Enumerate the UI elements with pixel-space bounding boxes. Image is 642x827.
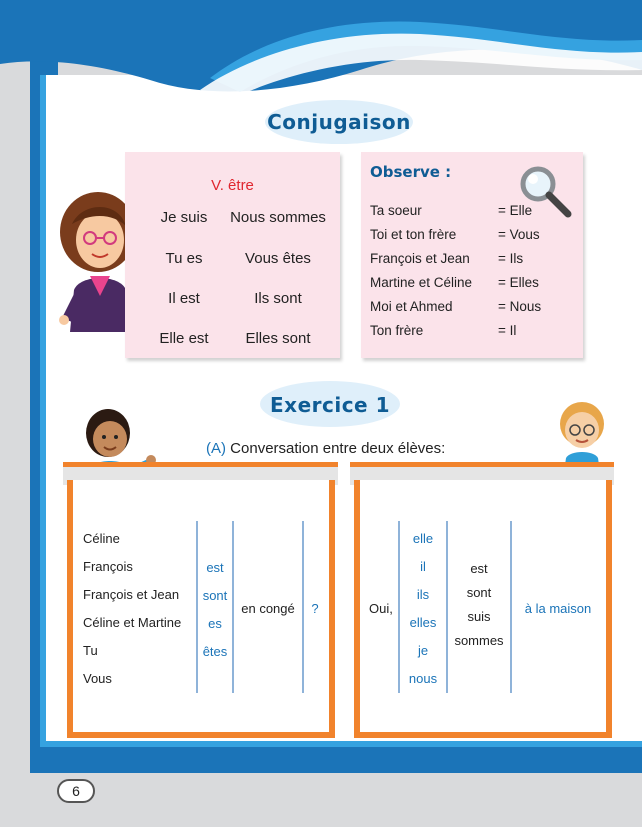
observe-pronoun-2: = Vous	[498, 227, 540, 242]
right-pronoun-6: nous	[408, 671, 438, 686]
right-pronoun-5: je	[417, 643, 429, 658]
conjugation-right-1: Nous sommes	[230, 209, 326, 226]
exercise-subtitle	[206, 440, 445, 457]
conjugation-title: Conjugaison	[267, 110, 411, 134]
left-divider-1	[196, 521, 198, 693]
left-verb-3: es	[208, 616, 222, 631]
left-name-2: François	[83, 559, 133, 574]
exercise-title: Exercice 1	[270, 393, 390, 417]
left-verb-1: est	[206, 560, 224, 575]
observe-title: Observe :	[370, 163, 452, 181]
observe-subject-6: Ton frère	[370, 323, 424, 338]
verb-heading: V. être	[211, 177, 254, 194]
left-name-5: Tu	[83, 643, 98, 658]
right-divider-1	[398, 521, 400, 693]
observe-pronoun-1: = Elle	[498, 203, 533, 218]
observe-pronoun-6: = Il	[498, 323, 517, 338]
left-verb-4: êtes	[202, 644, 228, 659]
right-verb-1: est	[470, 561, 488, 576]
right-pronoun-3: ils	[416, 587, 430, 602]
conjugation-right-2: Vous êtes	[245, 250, 311, 267]
right-pronoun-1: elle	[412, 531, 434, 546]
left-question-mark: ?	[311, 601, 319, 616]
conjugation-right-3: Ils sont	[254, 290, 302, 307]
left-name-4: Céline et Martine	[83, 615, 182, 630]
exercise-subtitle-letter: (A)	[206, 440, 226, 457]
right-answer-oui: Oui,	[369, 601, 393, 616]
observe-subject-3: François et Jean	[370, 251, 470, 266]
left-name-1: Céline	[83, 531, 120, 546]
right-verb-2: sont	[466, 585, 492, 600]
observe-subject-2: Toi et ton frère	[370, 227, 457, 242]
right-complement: à la maison	[524, 601, 592, 616]
left-name-3: François et Jean	[83, 587, 180, 602]
observe-subject-1: Ta soeur	[370, 203, 422, 218]
left-verb-2: sont	[202, 588, 228, 603]
right-verb-4: sommes	[454, 633, 504, 648]
right-divider-2	[446, 521, 448, 693]
observe-pronoun-5: = Nous	[498, 299, 542, 314]
observe-pronoun-3: = Ils	[498, 251, 524, 266]
observe-pronoun-4: = Elles	[498, 275, 539, 290]
observe-subject-4: Martine et Céline	[370, 275, 473, 290]
right-pronoun-4: elles	[409, 615, 437, 630]
conjugation-left-4: Elle est	[159, 330, 209, 347]
blue-frame-bottom	[30, 745, 642, 773]
observe-subject-5: Moi et Ahmed	[370, 299, 453, 314]
right-verb-3: suis	[467, 609, 491, 624]
conjugation-left-1: Je suis	[160, 209, 208, 226]
left-name-6: Vous	[83, 671, 112, 686]
right-pronoun-2: il	[420, 559, 426, 574]
left-complement: en congé	[241, 601, 295, 616]
exercise-subtitle-text: Conversation entre deux élèves:	[230, 440, 446, 457]
page-number: 6	[57, 779, 95, 803]
conjugation-right-4: Elles sont	[245, 330, 311, 347]
conjugation-left-2: Tu es	[165, 250, 203, 267]
conjugation-left-3: Il est	[168, 290, 200, 307]
